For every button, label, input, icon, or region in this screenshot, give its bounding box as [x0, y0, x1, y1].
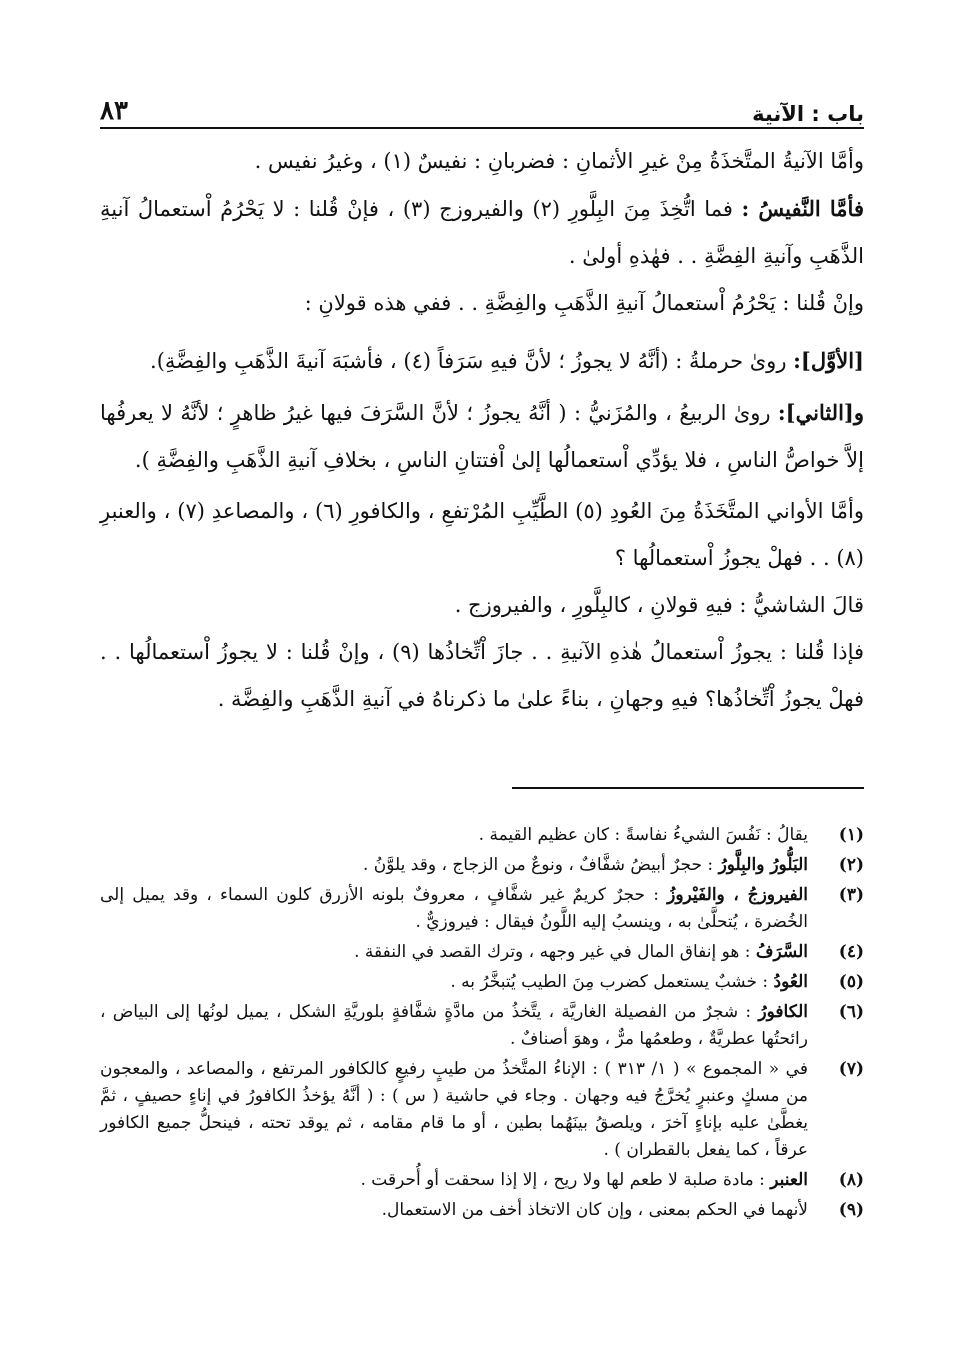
chapter-title: باب : الآنية: [752, 102, 864, 126]
footnote: [100, 822, 864, 849]
footnote-number: (٢): [838, 855, 864, 875]
footnote-number: (٣): [838, 885, 864, 905]
paragraph-5: و[الثاني]: روىٰ الربيعُ ، والمُزَنيُّ : ( أنَّهُ يجوزُ ؛ لأنَّ السَّرَفَ فيها غيرُ ظاهرٍ ؛ لأنَّهُ لا يعرفُها إلاَّ خواصُّ الناسِ ، فلا يؤدِّي اْستعمالُها إلىٰ اْفتتانِ الناسِ ، بخلافِ آنيةِ الذَّهَبِ والفِضَّةِ ).: [100, 400, 864, 472]
paragraph-4: [الأوَّل]: روىٰ حرملةُ : (أنَّهُ لا يجوزُ ؛ لأنَّ فيهِ سَرَفاً (٤) ، فأشبَهَ آنيةَ الذَّهَبِ والفِضَّةِ).: [150, 348, 864, 373]
footnote-text: العُودُ : خشبٌ يستعمل كضرب مِنَ الطيب يُتبخَّرُ به .: [450, 972, 808, 992]
page-number: ٨٣: [100, 96, 128, 126]
footnote: [100, 1167, 864, 1194]
footnote-number: (٨): [838, 1170, 864, 1190]
paragraph-7: قالَ الشاشيُّ : فيهِ قولانِ ، كالبِلَّورِ ، والفيروزج .: [454, 593, 864, 617]
footnote-number: (٧): [838, 1059, 864, 1079]
footnote-text: البَلُّورُ والبِلَّورُ : حجرٌ أبيضُ شفَّافٌ ، ونوعٌ من الزجاج ، وقد يلوَّنُ .: [362, 855, 808, 875]
footnote: [100, 999, 864, 1053]
paragraph-8: فإذا قُلنا : يجوزُ اْستعمالُ هٰذهِ الآنيةِ . . جازَ اْتِّخاذُها (٩) ، وإنْ قُلنا : لا يجوزُ اْستعمالُها . . فهلْ يجوزُ اْتِّخاذُها؟ فيهِ وجهانِ ، بناءً علىٰ ما ذكرناهُ في آنيةِ الذَّهَبِ والفِضَّة .: [100, 640, 865, 711]
footnote: [100, 852, 864, 879]
main-text: [100, 138, 864, 723]
footnote-number: (٥): [838, 972, 864, 992]
paragraph-lead: و[الثاني]:: [777, 400, 864, 425]
footnotes: [100, 822, 864, 1227]
page-header: [100, 86, 864, 126]
paragraph-2: فأمَّا النَّفيسُ : فما اتُّخِذَ مِنَ البِلَّورِ (٢) والفيروزج (٣) ، فإنْ قُلنا : لا يَحْرُمُ اْستعمالُ آنيةِ الذَّهَبِ وآنيةِ الفِضَّةِ . . فهٰذهِ أولىٰ .: [100, 196, 864, 268]
paragraph-lead: [الأوَّل]:: [793, 348, 864, 373]
footnote-number: (٩): [838, 1200, 864, 1220]
footnote-text: السَّرَفُ : هو إنفاق المال في غير وجهه ، وترك القصد في النفقة .: [354, 942, 808, 962]
footnote-text: يقالُ : نَفُسَ الشيءُ نفاسةً : كان عظيم القيمة .: [478, 825, 808, 845]
footnote: [100, 882, 864, 936]
footnote: [100, 969, 864, 996]
footnote-number: (١): [838, 825, 864, 845]
paragraph-1: وأمَّا الآنيةُ المتَّخذَةُ مِنْ غيرِ الأثمانِ : فضربانِ : نفيسٌ (١) ، وغيرُ نفيس .: [254, 149, 864, 173]
paragraph-lead: فأمَّا النَّفيسُ :: [741, 196, 864, 221]
footnote-number: (٤): [838, 942, 864, 962]
footnote-text: العنبر : مادة صلبة لا طعم لها ولا ريح ، إلا إذا سحقت أو أُحرقت .: [360, 1170, 808, 1190]
footnote-divider: [512, 787, 864, 789]
header-divider: [100, 127, 864, 129]
paragraph-6: وأمَّا الأواني المتَّخَذَةُ مِنَ العُودِ (٥) الطَّيِّبِ المُرْتفعِ ، والكافورِ (٦) ، والمصاعدِ (٧) ، والعنبرِ (٨) . . فهلْ يجوزُ اْستعمالُها ؟: [100, 499, 865, 570]
footnote-number: (٦): [838, 1002, 864, 1022]
footnote-text: في « المجموع » ( ١/ ٣١٣ ) : الإناءُ المتَّخذُ من طيبٍ رفيعٍ كالكافور المرتفع ، والمصاعد ، والمعجون من مسكٍ وعنبرٍ يُخرَّجُ فيه وجهان . وجاء في حاشية ( س ) : ( أنَّهُ يؤخذُ الكافورُ في إناءٍ حصيفٍ ، ثمَّ يغطَّىٰ عليه بإناءٍ آخرَ ، ويلصقُ بينَهُما بطين ، أو ما قام مقامه ، ثم يوقد تحته ، فينحلُّ جميع الكافور عرقاً ، كما يفعل بالقطران ) .: [100, 1059, 808, 1160]
footnote-text: الفيروزجُ ، والفَيْروزُ : حجرٌ كريمٌ غير شفَّافٍ ، معروفٌ بلونه الأزرق كلون السماء ، وقد يميل إلى الخُضرة ، يُتحلَّىٰ به ، وينسبُ إليه اللَّونُ فيقال : فيروزيٌّ .: [100, 885, 809, 932]
footnote: [100, 1056, 864, 1164]
paragraph-3: وإنْ قُلنا : يَحْرُمُ اْستعمالُ آنيةِ الذَّهَبِ والفِضَّةِ . . ففي هذه قولانِ :: [304, 291, 864, 315]
footnote: [100, 1197, 864, 1224]
footnote-text: الكافورُ : شجرٌ من الفصيلة الغاريَّة ، يتَّخذُ من مادَّةٍ شفَّافةٍ بلوريَّةِ الشكل ، يميل لونُها إلى البياض ، رائحتُها عطريَّةٌ ، وطعمُها مرٌّ ، وهوَ أصنافٌ .: [100, 1002, 808, 1049]
footnote: [100, 939, 864, 966]
footnote-text: لأنهما في الحكم بمعنى ، وإن كان الاتخاذ أخف من الاستعمال.: [381, 1200, 808, 1220]
